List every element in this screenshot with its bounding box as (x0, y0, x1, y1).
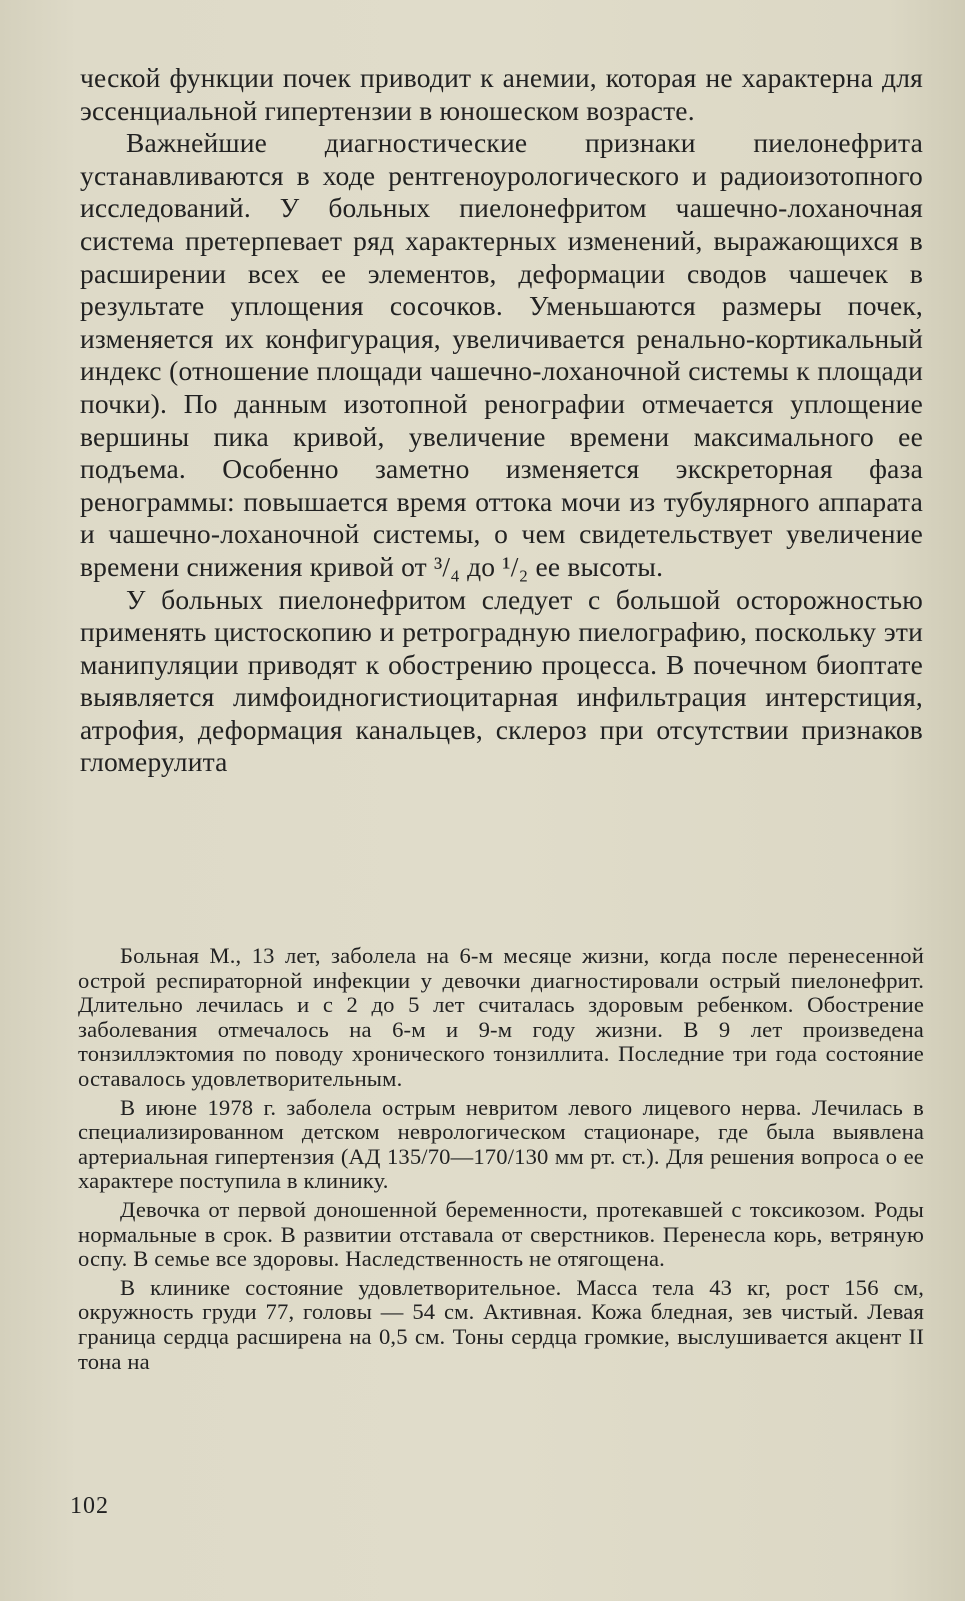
case-report (78, 944, 924, 1374)
paragraph: У больных пиелонефритом следует с большой осторожностью применять цистоскопию и ретроградную пиелографию, поскольку эти манипуляции приводят к обострению процесса. В почечном биоптате выявляется лимфоидногистиоцитарная инфильтрация интерстиция, атрофия, деформация канальцев, склероз при отсутствии признаков гломерулита (80, 583, 923, 778)
case-paragraph: Больная М., 13 лет, заболела на 6-м месяце жизни, когда после перенесенной острой респираторной инфекции у девочки диагностировали острый пиелонефрит. Длительно лечилась и с 2 до 5 лет считалась здоровым ребенком. Обострение заболевания отмечалось на 6-м и 9-м году жизни. В 9 лет произведена тонзиллэктомия по поводу хронического тонзиллита. Последние три года состояние оставалось удовлетворительным. (78, 943, 924, 1091)
case-paragraph: В июне 1978 г. заболела острым невритом левого лицевого нерва. Лечилась в специализированном детском неврологическом стационаре, где была выявлена артериальная гипертензия (АД 135/70—170/130 мм рт. ст.). Для решения вопроса о ее характере поступила в клинику. (78, 1094, 924, 1194)
page-number: 102 (70, 1493, 109, 1519)
paragraph: Важнейшие диагностические признаки пиелонефрита устанавливаются в ходе рентгеноурологического и радиоизотопного исследований. У больных пиелонефритом чашечно-лоханочная система претерпевает ряд характерных изменений, выражающихся в расширении всех ее элементов, деформации сводов чашечек в результате уплощения сосочков. Уменьшаются размеры почек, изменяется их конфигурация, увеличивается ренально-кортикальный индекс (отношение площади чашечно-лоханочной системы к площади почки). По данным изотопной ренографии отмечается уплощение вершины пика кривой, увеличение времени максимального ее подъема. Особенно заметно изменяется экскреторная фаза ренограммы: повышается время оттока мочи из тубулярного аппарата и чашечно-лоханочной системы, о чем свидетельствует увеличение времени снижения кривой от ³/₄ до ¹/₂ ее высоты. (80, 127, 923, 582)
case-paragraph: В клинике состояние удовлетворительное. Масса тела 43 кг, рост 156 см, окружность груди 77, головы — 54 см. Активная. Кожа бледная, зев чистый. Левая граница сердца расширена на 0,5 см. Тоны сердца громкие, выслушивается акцент II тона на (78, 1274, 924, 1374)
paragraph: ческой функции почек приводит к анемии, которая не характерна для эссенциальной гипертензии в юношеском возрасте. (80, 62, 923, 126)
main-text (80, 62, 923, 779)
case-paragraph: Девочка от первой доношенной беременности, протекавшей с токсикозом. Роды нормальные в срок. В развитии отставала от сверстников. Перенесла корь, ветряную оспу. В семье все здоровы. Наследственность не отягощена. (78, 1196, 924, 1272)
